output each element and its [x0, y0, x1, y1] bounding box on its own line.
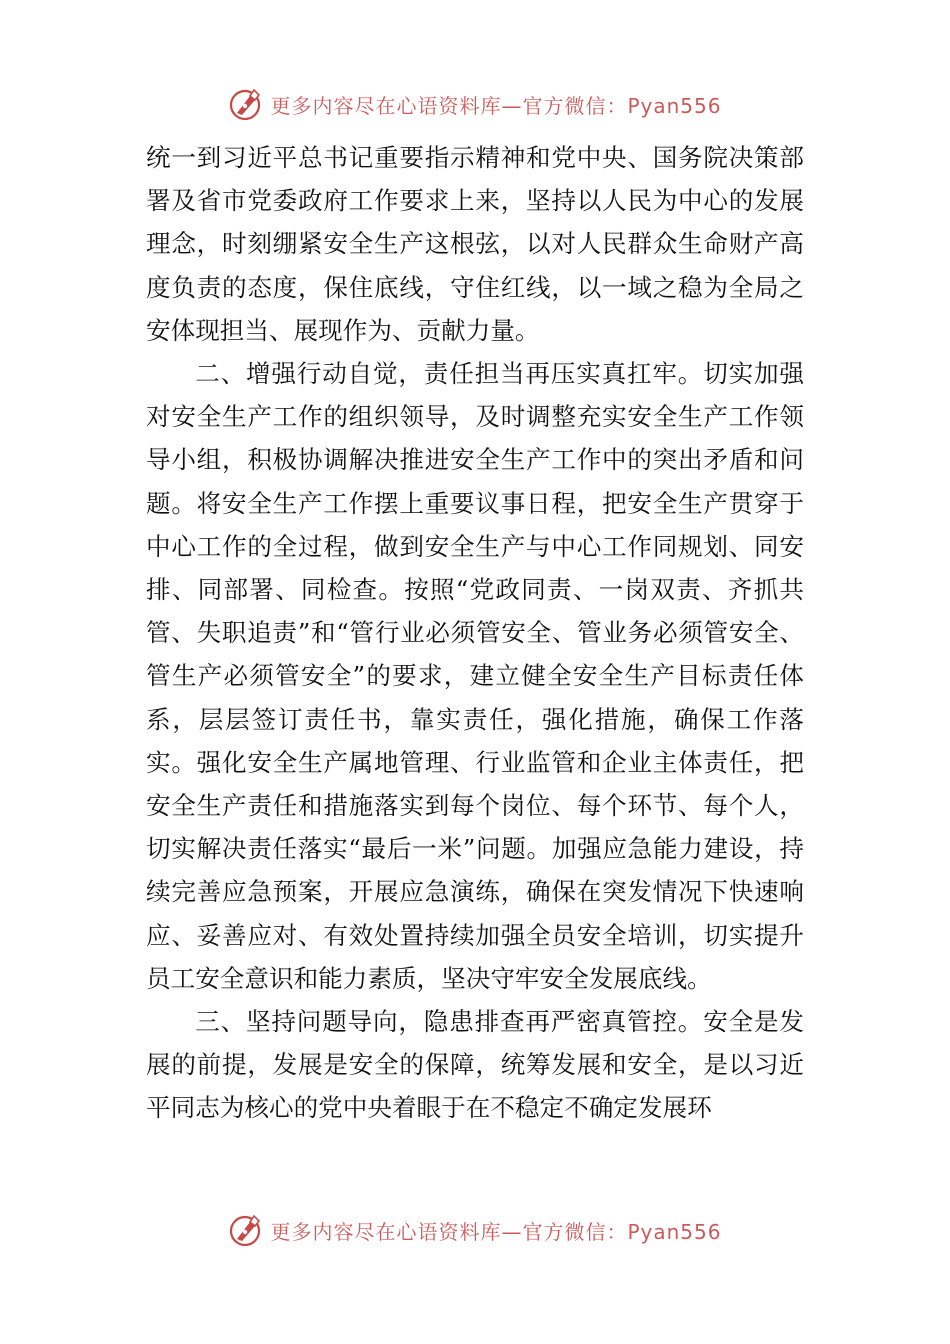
paragraph-3: 三、坚持问题导向，隐患排查再严密真管控。安全是发展的前提，发展是安全的保障，统筹发展和安全，是以习近平同志为核心的党中央着眼于在不稳定不确定发展环 [146, 1007, 804, 1123]
pen-nib-logo-icon [228, 1212, 264, 1248]
header-banner [0, 84, 950, 124]
footer-banner [0, 1210, 950, 1250]
paragraph-1: 统一到习近平总书记重要指示精神和党中央、国务院决策部署及省市党委政府工作要求上来，坚持以人民为中心的发展理念，时刻绷紧安全生产这根弦，以对人民群众生命财产高度负责的态度，保住底线，守住红线，以一域之稳为全局之安体现担当、展现作为、贡献力量。 [146, 143, 804, 345]
banner-text: 更多内容尽在心语资料库—官方微信：Pyan556 [270, 93, 722, 118]
banner-text: 更多内容尽在心语资料库—官方微信：Pyan556 [270, 1219, 722, 1244]
paragraph-2: 二、增强行动自觉，责任担当再压实真扛牢。切实加强对安全生产工作的组织领导，及时调整充实安全生产工作领导小组，积极协调解决推进安全生产工作中的突出矛盾和问题。将安全生产工作摆上重要议事日程，把安全生产贯穿于中心工作的全过程，做到安全生产与中心工作同规划、同安排、同部署、同检查。按照“党政同责、一岗双责、齐抓共管、失职追责”和“管行业必须管安全、管业务必须管安全、管生产必须管安全”的要求，建立健全安全生产目标责任体系，层层签订责任书，靠实责任，强化措施，确保工作落实。强化安全生产属地管理、行业监管和企业主体责任，把安全生产责任和措施落实到每个岗位、每个环节、每个人，切实解决责任落实“最后一米”问题。加强应急能力建设，持续完善应急预案，开展应急演练，确保在突发情况下快速响应、妥善应对、有效处置持续加强全员安全培训，切实提升员工安全意识和能力素质，坚决守牢安全发展底线。 [146, 359, 804, 993]
document-body [146, 136, 804, 1130]
pen-nib-logo-icon [228, 86, 264, 122]
